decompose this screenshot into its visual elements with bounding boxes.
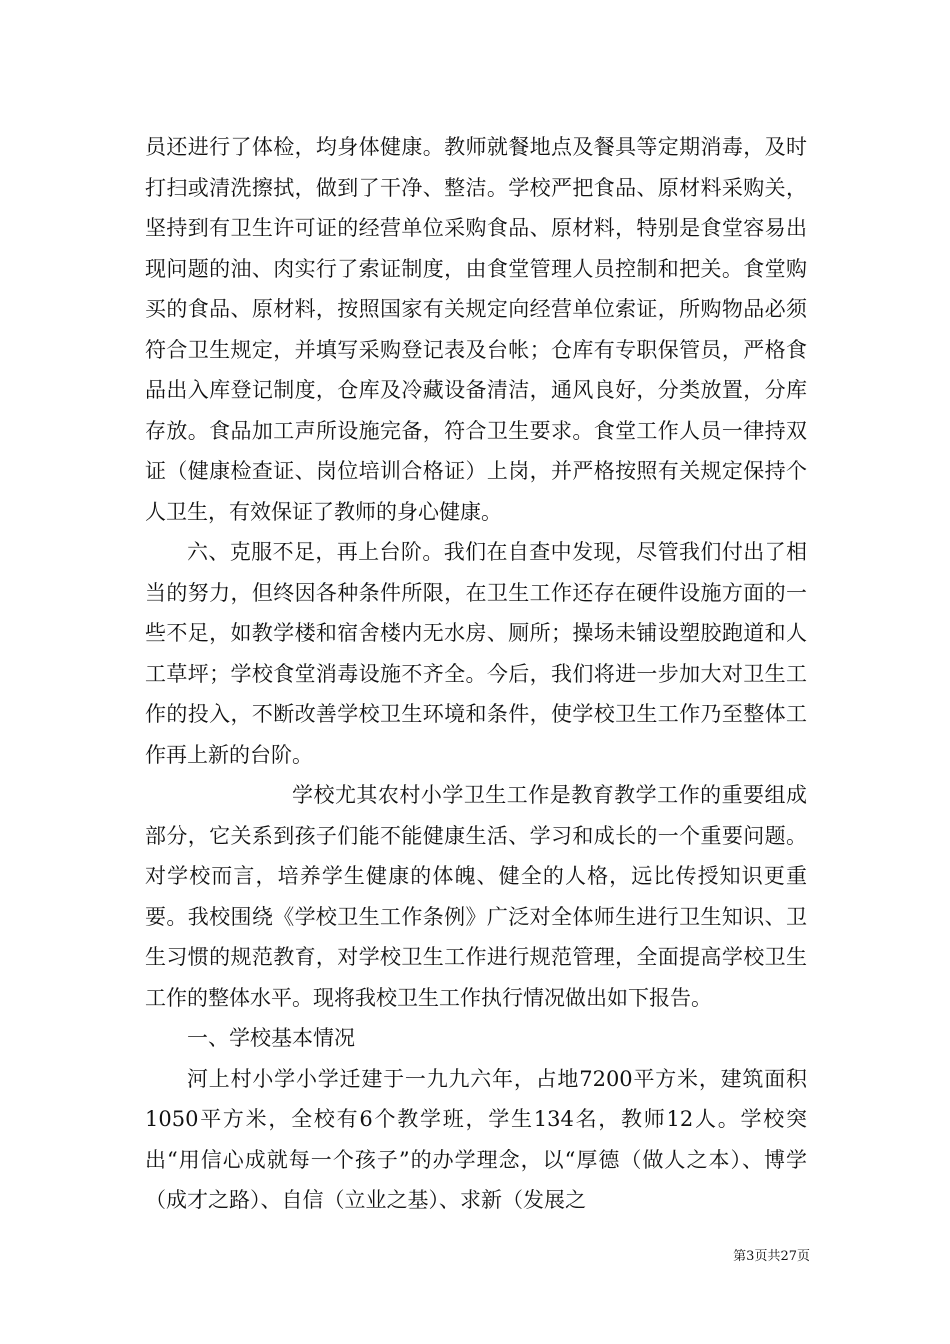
- paragraph-overcome-shortcomings: 六、克服不足，再上台阶。我们在自查中发现，尽管我们付出了相当的努力，但终因各种条件所限，在卫生工作还存在硬件设施方面的一些不足，如教学楼和宿舍楼内无水房、厕所；操场未铺设塑胶跑道和人工草坪；学校食堂消毒设施不齐全。今后，我们将进一步加大对卫生工作的投入，不断改善学校卫生环境和条件，使学校卫生工作乃至整体工作再上新的台阶。: [145, 540, 807, 767]
- page-number-footer: 第3页共27页: [733, 1249, 810, 1264]
- paragraph-school-basic-info: 河上村小学小学迁建于一九九六年，占地7200平方米，建筑面积1050平方米，全校有6个教学班，学生134名，教师12人。学校突出“用信心成就每一个孩子”的办学理念，以“厚德（做人之本）、博学（成才之路）、自信（立业之基）、求新（发展之: [145, 1066, 807, 1212]
- section-heading-basic-info: 一、学校基本情况: [187, 1026, 355, 1050]
- document-body: [145, 127, 807, 1221]
- paragraph-canteen-hygiene: 员还进行了体检，均身体健康。教师就餐地点及餐具等定期消毒，及时打扫或清洗擦拭，做到了干净、整洁。学校严把食品、原材料采购关，坚持到有卫生许可证的经营单位采购食品、原材料，特别是食堂容易出现问题的油、肉实行了索证制度，由食堂管理人员控制和把关。食堂购买的食品、原材料，按照国家有关规定向经营单位索证，所购物品必须符合卫生规定，并填写采购登记表及台帐；仓库有专职保管员，严格食品出入库登记制度，仓库及冷藏设备清洁，通风良好，分类放置，分库存放。食品加工声所设施完备，符合卫生要求。食堂工作人员一律持双证（健康检查证、岗位培训合格证）上岗，并严格按照有关规定保持个人卫生，有效保证了教师的身心健康。: [145, 135, 807, 524]
- paragraph-report-intro: 学校尤其农村小学卫生工作是教育教学工作的重要组成部分，它关系到孩子们能不能健康生活、学习和成长的一个重要问题。对学校而言，培养学生健康的体魄、健全的人格，远比传授知识更重要。我校围绕《学校卫生工作条例》广泛对全体师生进行卫生知识、卫生习惯的规范教育，对学校卫生工作进行规范管理，全面提高学校卫生工作的整体水平。现将我校卫生工作执行情况做出如下报告。: [145, 783, 807, 1010]
